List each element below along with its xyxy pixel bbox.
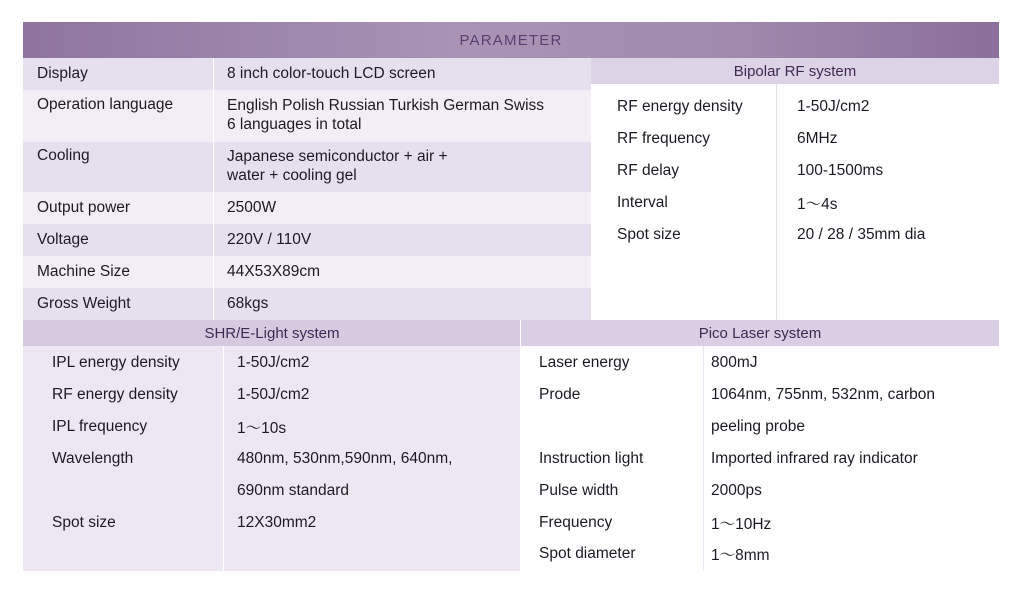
general-value: 2500W: [227, 199, 277, 216]
rf-label: RF frequency: [617, 130, 711, 147]
pico-value: 1～10Hz: [711, 516, 772, 533]
general-value: Japanese semiconductor + air +: [227, 148, 448, 165]
pico-value: Imported infrared ray indicator: [711, 450, 918, 467]
general-label: Voltage: [37, 231, 89, 248]
general-value: English Polish Russian Turkish German Swiss: [227, 97, 545, 114]
general-value: 68kgs: [227, 295, 269, 312]
rf-value: 20 / 28 / 35mm dia: [797, 226, 926, 243]
general-value: 8 inch color-touch LCD screen: [227, 65, 436, 82]
pico-label: Laser energy: [539, 354, 630, 371]
rf-row: [591, 188, 999, 218]
pico-row: [521, 380, 999, 444]
general-label: Output power: [37, 199, 131, 216]
general-value-line2: 6 languages in total: [227, 116, 362, 133]
rf-value: 100-1500ms: [797, 162, 884, 179]
general-label: Gross Weight: [37, 295, 131, 312]
page-title: PARAMETER: [23, 22, 999, 58]
general-row-output-power: [23, 192, 591, 224]
shr-row: [23, 348, 521, 378]
rf-label: Interval: [617, 194, 668, 211]
pico-value: 800mJ: [711, 354, 758, 371]
pico-header: Pico Laser system: [521, 320, 999, 346]
rf-row: [591, 156, 999, 186]
pico-label: Spot diameter: [539, 545, 636, 562]
general-row-voltage: [23, 224, 591, 256]
general-value: 220V / 110V: [227, 231, 312, 248]
general-value-line2: water + cooling gel: [227, 167, 357, 184]
general-row-language: [23, 90, 591, 142]
shr-row: [23, 444, 521, 508]
shr-value: 12X30mm2: [237, 514, 317, 531]
pico-row: [521, 444, 999, 474]
shr-row: [23, 412, 521, 442]
bipolar-rf-header: Bipolar RF system: [591, 58, 999, 84]
shr-value: 1-50J/cm2: [237, 354, 310, 371]
general-row-machine-size: [23, 256, 591, 288]
pico-row: [521, 348, 999, 378]
shr-header: SHR/E-Light system: [23, 320, 521, 346]
pico-row: [521, 476, 999, 506]
general-value: 44X53X89cm: [227, 263, 321, 280]
pico-value: 1～8mm: [711, 547, 770, 564]
rf-label: RF delay: [617, 162, 680, 179]
pico-value: 1064nm, 755nm, 532nm, carbon: [711, 386, 936, 403]
shr-label: Wavelength: [52, 450, 134, 467]
rf-value: 1～4s: [797, 196, 838, 213]
general-row-cooling: [23, 142, 591, 192]
shr-value: 1-50J/cm2: [237, 386, 310, 403]
parameter-sheet: [23, 22, 999, 571]
shr-label: Spot size: [52, 514, 116, 531]
rf-label: RF energy density: [617, 98, 743, 115]
pico-value-line2: peeling probe: [711, 418, 805, 435]
shr-row: [23, 508, 521, 538]
general-label: Cooling: [37, 147, 90, 164]
rf-label: Spot size: [617, 226, 681, 243]
general-row-gross-weight: [23, 288, 591, 320]
shr-value: 1～10s: [237, 420, 287, 437]
rf-row: [591, 124, 999, 154]
pico-label: Pulse width: [539, 482, 619, 499]
general-row-display: [23, 58, 591, 90]
shr-label: RF energy density: [52, 386, 178, 403]
shr-row: [23, 380, 521, 410]
general-label: Display: [37, 65, 88, 82]
general-label: Operation language: [37, 96, 174, 113]
rf-value: 1-50J/cm2: [797, 98, 870, 115]
pico-label: Frequency: [539, 514, 613, 531]
general-label: Machine Size: [37, 263, 131, 280]
pico-row: [521, 539, 999, 569]
pico-label: Prode: [539, 386, 581, 403]
shr-label: IPL frequency: [52, 418, 148, 435]
rf-value: 6MHz: [797, 130, 838, 147]
column-divider: [213, 58, 214, 320]
pico-value: 2000ps: [711, 482, 762, 499]
pico-label: Instruction light: [539, 450, 644, 467]
rf-row: [591, 92, 999, 122]
rf-row: [591, 220, 999, 250]
shr-label: IPL energy density: [52, 354, 180, 371]
shr-value-line2: 690nm standard: [237, 482, 350, 499]
shr-value: 480nm, 530nm,590nm, 640nm,: [237, 450, 453, 467]
pico-row: [521, 508, 999, 538]
